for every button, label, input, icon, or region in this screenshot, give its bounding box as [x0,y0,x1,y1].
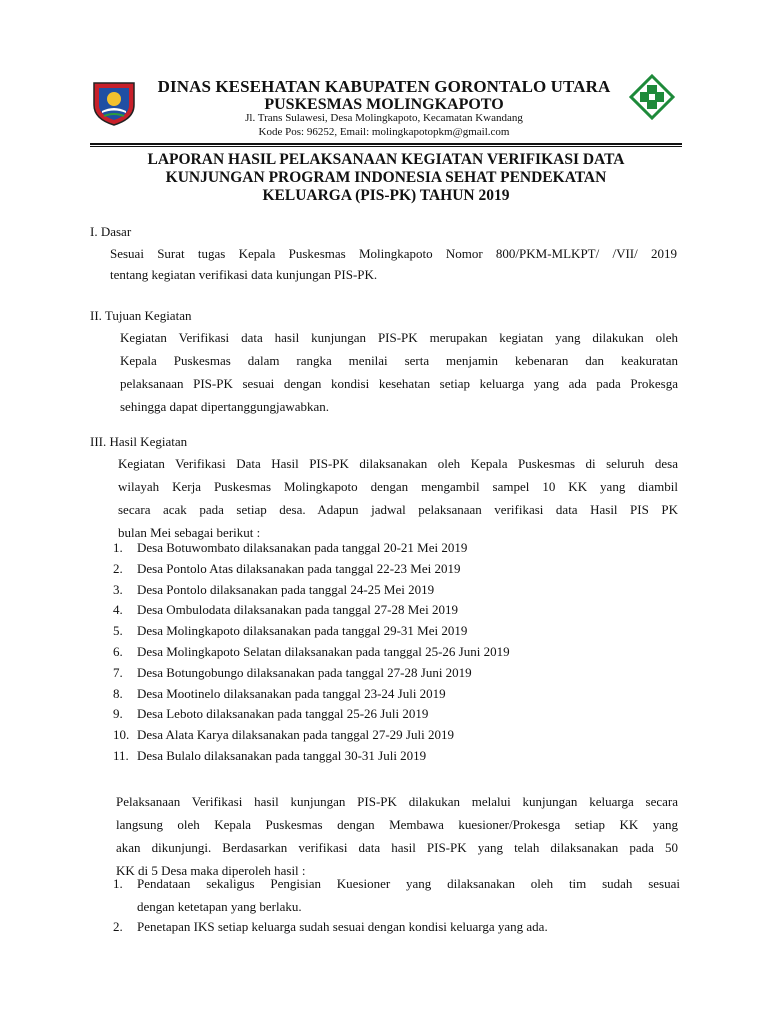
list-number: 10. [113,727,130,743]
list-number: 5. [113,623,123,639]
closing-paragraph [116,790,678,882]
hasil-paragraph [118,452,678,544]
list-item [113,561,593,582]
result-number: 1. [113,876,123,891]
list-number: 11. [113,747,129,763]
paragraph-line: akan dikunjungi. Berdasarkan verifikasi data hasil PIS-PK yang telah dilaksanakan pada 50 [116,840,678,855]
list-text: Desa Botuwombato dilaksanakan pada tanggal 20-21 Mei 2019 [137,540,468,555]
paragraph-line: bulan Mei sebagai berikut : [118,525,261,540]
list-item [113,706,593,727]
list-text: Desa Pontolo dilaksanakan pada tanggal 24-25 Mei 2019 [137,581,435,597]
result-line: Pendataan sekaligus Pengisian Kuesioner yang dilaksanakan oleh tim sudah sesuai [137,876,680,891]
list-number: 4. [113,602,123,618]
list-number: 9. [113,706,123,722]
list-text: Desa Leboto dilaksanakan pada tanggal 25-26 Juli 2019 [137,706,429,722]
list-text: Desa Mootinelo dilaksanakan pada tanggal 23-24 Juli 2019 [137,685,446,701]
list-item [113,686,593,707]
list-item [113,727,593,748]
tujuan-paragraph [120,326,678,418]
list-text: Desa Molingkapoto Selatan dilaksanakan pada tanggal 25-26 Juni 2019 [137,643,510,659]
list-number: 2. [113,560,123,576]
paragraph-line: Kepala Puskesmas dalam rangka menilai serta menjamin kebenaran dan keakuratan [120,353,678,368]
list-text: Desa Alata Karya dilaksanakan pada tanggal 27-29 Juli 2019 [137,727,454,743]
paragraph-line: secara acak pada setiap desa. Adapun jadwal pelaksanaan verifikasi data Hasil PIS PK [118,502,678,517]
result-text [137,876,680,915]
list-item [113,644,593,665]
list-item [113,623,593,644]
dasar-line: Sesuai Surat tugas Kepala Puskesmas Molingkapoto Nomor 800/PKM-MLKPT/ /VII/ 2019 [110,246,677,261]
list-item [113,665,593,686]
list-number: 7. [113,664,123,680]
paragraph-line: pelaksanaan PIS-PK sesuai dengan kondisi kesehatan setiap keluarga yang ada pada Prokesga [120,376,678,391]
result-number: 2. [113,919,123,934]
list-number: 1. [113,540,123,555]
paragraph-line: sehingga dapat dipertanggungjawabkan. [120,399,330,414]
paragraph-line: wilayah Kerja Puskesmas Molingkapoto dengan mengambil sampel 10 KK yang diambil [118,479,678,494]
list-text: Desa Botungobungo dilaksanakan pada tanggal 27-28 Juni 2019 [137,664,472,680]
letterhead-rule-thin [90,146,682,147]
list-item [113,582,593,603]
title-line: KELUARGA (PIS-PK) TAHUN 2019 [262,187,510,204]
address-line: Jl. Trans Sulawesi, Desa Molingkapoto, Kecamatan Kwandang [245,112,523,124]
paragraph-line: KK di 5 Desa maka diperoleh hasil : [116,863,306,878]
dasar-line: tentang kegiatan verifikasi data kunjungan PIS-PK. [110,267,378,282]
unit-name: PUSKESMAS MOLINGKAPOTO [264,96,504,113]
list-number: 3. [113,581,123,597]
list-text: Desa Pontolo Atas dilaksanakan pada tanggal 22-23 Mei 2019 [137,560,461,576]
result-text [137,919,680,935]
result-line: Penetapan IKS setiap keluarga sudah sesuai dengan kondisi keluarga yang ada. [137,919,548,934]
list-number: 6. [113,643,123,659]
paragraph-line: Pelaksanaan Verifikasi hasil kunjungan PIS-PK dilakukan melalui kunjungan keluarga secara [116,794,678,809]
paragraph-line: Kegiatan Verifikasi data hasil kunjungan PIS-PK merupakan kegiatan yang dilakukan oleh [120,330,678,345]
title-line: KUNJUNGAN PROGRAM INDONESIA SEHAT PENDEKATAN [165,169,607,186]
section-heading-hasil: III. Hasil Kegiatan [90,434,188,449]
letterhead-rule [90,143,682,145]
list-item [113,602,593,623]
schedule-list [113,540,593,769]
result-item [113,919,680,939]
section-heading-tujuan: II. Tujuan Kegiatan [90,308,192,323]
list-text: Desa Bulalo dilaksanakan pada tanggal 30-31 Juli 2019 [137,747,427,763]
contact-line: Kode Pos: 96252, Email: molingkapotopkm@gmail.com [258,126,510,138]
agency-name: DINAS KESEHATAN KABUPATEN GORONTALO UTARA [157,77,611,96]
result-line: dengan ketetapan yang berlaku. [137,899,302,914]
paragraph-line: Kegiatan Verifikasi Data Hasil PIS-PK dilaksanakan oleh Kepala Puskesmas di seluruh desa [118,456,678,471]
result-item [113,876,680,920]
list-text: Desa Ombulodata dilaksanakan pada tanggal 27-28 Mei 2019 [137,602,458,618]
list-item [113,540,593,561]
list-number: 8. [113,685,123,701]
list-item [113,748,593,769]
list-text: Desa Molingkapoto dilaksanakan pada tanggal 29-31 Mei 2019 [137,623,468,639]
title-line: LAPORAN HASIL PELAKSANAAN KEGIATAN VERIFIKASI DATA [147,151,625,168]
report-title [100,151,672,205]
paragraph-line: langsung oleh Kepala Puskesmas dengan Membawa kuesioner/Prokesga setiap KK yang [116,817,678,832]
section-heading-dasar: I. Dasar [90,224,132,239]
